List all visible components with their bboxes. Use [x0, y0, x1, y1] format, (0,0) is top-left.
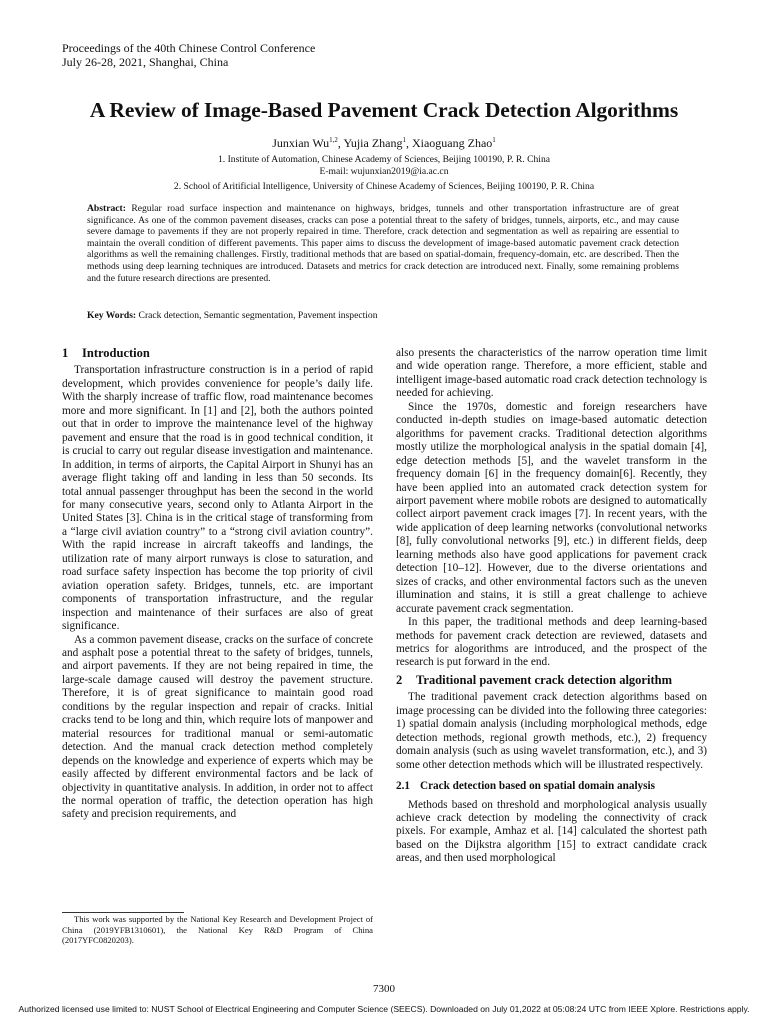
license-notice: Authorized licensed use limited to: NUST School of Electrical Engineering and Computer Science (SEECS). Downloaded on July 01,2022 at 05:08:24 UTC from IEEE Xplore. Restrictions apply.	[18, 1004, 750, 1014]
left-column	[62, 347, 373, 822]
paragraph: Since the 1970s, domestic and foreign researchers have conducted in-depth studies on image-based automatic detection algorithms for pavement cracks. Traditional detection algorithms mostly utilize the morphological analysis in the spatial domain [4], edge detection methods [5], and the wavelet transform in the frequency domain [6] in the frequency domain[6]. Recently, they have been applied into an automated crack detection system for airport pavement where mobile robots are designed to automatically collect airport pavement crack images [7]. In recent years, with the wide application of deep learning networks (convolutional networks [8], fully convolutional networks [9], etc.) in different fields, deep learning methods also have good applications for pavement crack detection [10–12]. However, due to the diverse orientations and sizes of cracks, and other environmental factors such as the uneven illumination and stains, it is still a great challenge to achieve accurate pavement crack segmentation.	[396, 400, 707, 615]
section-title: Introduction	[82, 346, 150, 360]
author-email: E-mail: wujunxian2019@ia.ac.cn	[319, 166, 449, 177]
author-name: Yujia Zhang	[343, 136, 403, 150]
affiliation-2: 2. School of Aritificial Intelligence, University of Chinese Academy of Sciences, Beijing 100190, P. R. China	[173, 181, 595, 192]
keywords	[87, 310, 378, 321]
proceedings-header	[62, 41, 315, 69]
section-title: Traditional pavement crack detection algorithm	[416, 672, 672, 687]
proceedings-line-1: Proceedings of the 40th Chinese Control Conference	[62, 41, 316, 55]
paragraph: also presents the characteristics of the narrow operation time limit and wide operation range. Therefore, a more efficient, stable and intelligent image-based automatic road crack detection technology is needed for achieving.	[396, 347, 707, 400]
author-list: Junxian Wu$^{1,2}$, Yujia Zhang$^1$, Xiaoguang Zhao$^1$	[272, 136, 496, 150]
subsection-title: Crack detection based on spatial domain analysis	[420, 780, 655, 793]
subsection-number: 2.1	[396, 780, 410, 793]
paragraph: As a common pavement disease, cracks on the surface of concrete and asphalt pose a potential threat to the safety of bridges, tunnels, and airport pavements. If they are not being repaired in time, the large-scale damage caused will destroy the pavement structure. Therefore, it is of great significance to maintain good road conditions by the regular inspection and repair of cracks. Initial cracks tend to be long and thin, which require lots of manpower and material resources for traditional manual or semi-automatic detection. And the manual crack detection method completely depends on the knowledge and experience of experts which may be easily affected by different environmental factors and be lack of objectivity in quantitative analysis. In addition, in order not to affect the normal operation of traffic, the detection operation has high safety and precision requirements, and	[62, 633, 373, 821]
subsection-heading-spatial	[396, 780, 707, 793]
author-affiliation-mark: 1,2	[329, 136, 338, 144]
footnote	[62, 914, 373, 946]
paragraph: Transportation infrastructure construction is in a period of rapid development, which provides convenience for people’s daily life. With the sharply increase of traffic flow, road maintenance becomes more and more significant. In [1] and [2], both the authors pointed out that in order to improve the maintenance level of the highway pavement and ensure that the road is in good technical condition, it is crucial to carry out regular disease investigation and maintenance. In addition, in terms of airports, the Capital Airport in Shunyi has an average flight taking off and landing in less than 50 seconds. Its total annual passenger throughput has been the second in the world for many consecutive years, second only to Atlanta Airport in the United States [3]. China is in the critical stage of transforming from a “large civil aviation country” to a “strong civil aviation country”. With the rapid increase in aircraft takeoffs and landings, the utilization rate of many airport runways is close to saturation, and road surface safety inspection has become the top priority of civil aviation operation safety. Bridges, tunnels, etc. are important components of transportation infrastructure, and the regular inspection and maintenance of their surfaces are also of great significance.	[62, 364, 373, 633]
paragraph: Methods based on threshold and morphological analysis usually achieve crack detection by modeling the connectivity of crack pixels. For example, Amhaz et al. [14] calculated the shortest path based on the Dijkstra algorithm [15] to extract candidate crack areas, and then used morphological	[396, 798, 707, 865]
affiliation-1: 1. Institute of Automation, Chinese Academy of Sciences, Beijing 100190, P. R. China	[217, 154, 550, 165]
footnote-rule	[62, 912, 184, 913]
keywords-text: Crack detection, Semantic segmentation, Pavement inspection	[138, 310, 378, 321]
paragraph: The traditional pavement crack detection algorithms based on image processing can be divided into the following three categories: 1) spatial domain analysis (including morphological methods, edge detection methods, regional growth methods, etc.), 2) frequency domain analysis (such as using wavelet transformation, etc.), and 3) some other detection methods which will be illustrated respectively.	[396, 691, 707, 771]
author-name: Junxian Wu	[272, 136, 330, 150]
section-heading-traditional	[396, 674, 707, 687]
author-affiliation-mark: 1	[492, 136, 496, 144]
section-heading-introduction	[62, 347, 373, 360]
page-number: 7300	[373, 983, 395, 995]
abstract-text: Regular road surface inspection and maintenance on highways, bridges, tunnels and other transportation infrastructure are of great significance. As one of the common pavement diseases, cracks can pose a potential threat to the safety of bridges, tunnels, airports, etc., and may cause severe damage to pavements if they are not properly repaired in time. Therefore, crack detection and segmentation as well as repairing are essential to maintain the overall condition of different pavements. This paper aims to discuss the development of image-based automatic pavement crack detection algorithms as well the remaining challenges. Firstly, traditional methods that are based on spatial-domain, frequency-domain, etc. are described. Then the methods using deep learning techniques are introduced. Datasets and metrics for crack detection are introduced next. Finally, some remaining problems and the future research directions are presented.	[87, 203, 680, 284]
paragraph: In this paper, the traditional methods and deep learning-based methods for pavement crack detection are reviewed, datasets and metrics for alogorithms are introduced, and the prospect of the research is put forward in the end.	[396, 616, 707, 669]
keywords-label: Key Words:	[87, 310, 137, 321]
section-number: 1	[62, 346, 69, 360]
abstract	[87, 203, 679, 284]
abstract-label: Abstract:	[87, 203, 126, 214]
author-name: Xiaoguang Zhao	[411, 136, 493, 150]
proceedings-line-2: July 26-28, 2021, Shanghai, China	[62, 55, 229, 69]
section-number: 2	[396, 672, 403, 687]
paper-title: A Review of Image-Based Pavement Crack Detection Algorithms	[89, 98, 679, 122]
right-column	[396, 347, 707, 866]
author-affiliation-mark: 1	[402, 136, 406, 144]
footnote-text: This work was supported by the National Key Research and Development Project of China (2019YFB1310601), the National Key R&D Program of China (2017YFC0820203).	[62, 914, 373, 946]
